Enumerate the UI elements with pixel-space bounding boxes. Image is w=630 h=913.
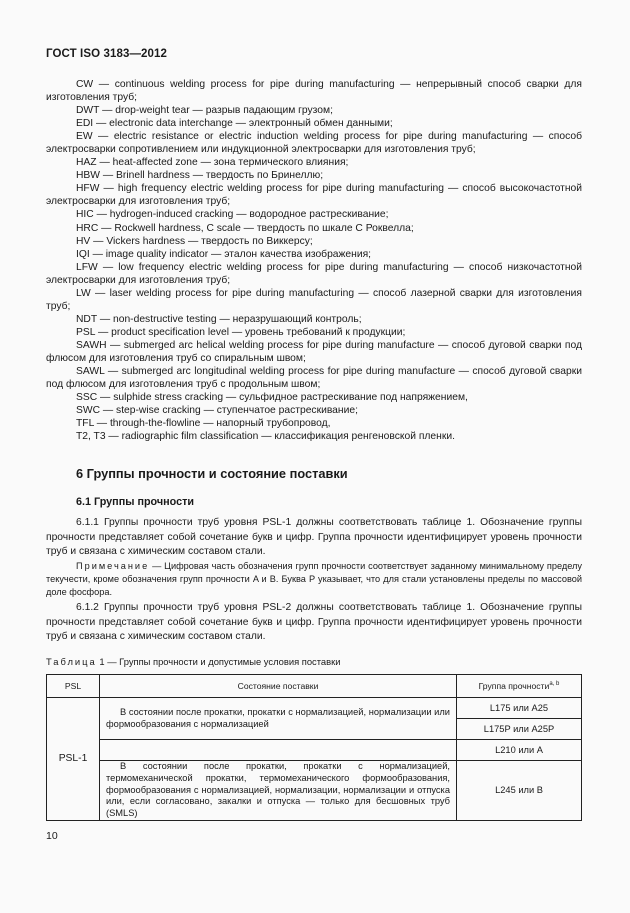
cell-grade: L175P или A25P — [457, 719, 582, 740]
list-item: HBW — Brinell hardness — твердость по Бринеллю; — [76, 170, 324, 182]
note-label: Примечание — [76, 561, 150, 571]
list-item: SWC — step-wise cracking — ступенчатое растрескивание; — [76, 405, 358, 417]
list-item: IQI — image quality indicator — эталон качества изображения; — [76, 248, 372, 260]
condition-2-text: В состоянии после прокатки, прокатки с нормализацией, термомеханической прокатки, термомеханического формообразования, формообразования с нормализацией, нормализации, нормализации и отпуска или, если согласовано, закалки и отпуска — только для бесшовных труб (SMLS) — [106, 761, 450, 819]
list-item: HFW — high frequency electric welding process for pipe during manufacturing — способ высокочастотной электросварки для изготовления труб; — [46, 183, 582, 208]
header-grade-label: Группа прочности — [478, 681, 550, 691]
header-grade — [457, 675, 582, 698]
cell-condition-2 — [100, 761, 457, 821]
list-item: HAZ — heat-affected zone — зона термического влияния; — [76, 157, 349, 169]
table-header-row — [47, 675, 582, 698]
grades-table — [46, 674, 582, 821]
document-header: ГОСТ ISO 3183—2012 — [46, 48, 168, 60]
header-condition: Состояние поставки — [100, 675, 457, 698]
list-item: EDI — electronic data interchange — электронный обмен данными; — [76, 118, 393, 130]
section-6-heading: 6 Группы прочности и состояние поставки — [76, 466, 348, 481]
section-6-1-heading: 6.1 Группы прочности — [76, 496, 195, 508]
cell-psl: PSL-1 — [47, 698, 100, 821]
list-item: LW — laser welding process for pipe during manufacturing — способ лазерной сварки для изготовления труб; — [46, 287, 582, 312]
paragraph-6-1-2: 6.1.2 Группы прочности труб уровня PSL-2 должны соответствовать таблице 1. Обозначение группы прочности представляет собой сочетание букв и цифр. Группа прочности идентифицирует уровень прочности труб и связана с химическим составом стали. — [46, 602, 582, 643]
list-item: T2, T3 — radiographic film classification — классификация ренгеновской пленки. — [76, 431, 455, 443]
list-item: PSL — product specification level — уровень требований к продукции; — [76, 326, 406, 338]
list-item: HRC — Rockwell hardness, C scale — твердость по шкале С Роквелла; — [76, 222, 414, 234]
note-paragraph — [46, 560, 582, 600]
list-item: EW — electric resistance or electric induction welding process for pipe during manufacturing — способ электросварки сопротивлением или индукционной электросварки для изготовления труб; — [46, 131, 582, 156]
header-psl: PSL — [47, 675, 100, 698]
table-row — [47, 698, 582, 719]
cell-grade: L245 или B — [457, 761, 582, 821]
header-grade-footnote: а, b — [549, 681, 560, 688]
table-caption — [46, 656, 340, 667]
table-row — [47, 761, 582, 821]
list-item: SAWL — submerged arc longitudinal welding process for pipe during manufacture — способ дуговой сварки под флюсом для изготовления труб с продольным швом; — [46, 366, 582, 391]
table-caption-label: Таблица — [46, 656, 97, 667]
cell-condition-empty — [100, 740, 457, 761]
list-item: DWT — drop-weight tear — разрыв падающим грузом; — [76, 105, 333, 117]
note-text: — Цифровая часть обозначения групп прочности соответствует заданному минимальному пределу текучести, кроме обозначения групп прочности A и B. Буква P указывает, что для стали установлены пределы по массовой доле фосфора. — [46, 561, 582, 598]
abbreviations-list — [46, 78, 582, 443]
list-item: CW — continuous welding process for pipe during manufacturing — непрерывный способ сварки для изготовления труб; — [46, 79, 582, 104]
list-item: LFW — low frequency electric welding process for pipe during manufacturing — способ низкочастотной электросварки для изготовления труб; — [46, 261, 582, 286]
condition-1-text: В состоянии после прокатки, прокатки с нормализацией, нормализации или формообразования с нормализацией — [106, 706, 450, 729]
paragraph-6-1-1: 6.1.1 Группы прочности труб уровня PSL-1 должны соответствовать таблице 1. Обозначение группы прочности представляет собой сочетание букв и цифр. Группа прочности идентифицирует уровень прочности труб и связана с химическим составом стали. — [46, 517, 582, 558]
page-number: 10 — [46, 830, 58, 842]
list-item: TFL — through-the-flowline — напорный трубопровод, — [76, 418, 331, 430]
list-item: SSC — sulphide stress cracking — сульфидное растрескивание под напряжением, — [76, 392, 468, 404]
table-caption-text: 1 — Группы прочности и допустимые условия поставки — [96, 656, 341, 667]
list-item: HV — Vickers hardness — твердость по Виккерсу; — [76, 235, 313, 247]
cell-condition-1 — [100, 698, 457, 740]
list-item: HIC — hydrogen-induced cracking — водородное растрескивание; — [76, 209, 389, 221]
cell-grade: L175 или A25 — [457, 698, 582, 719]
list-item: NDT — non-destructive testing — неразрушающий контроль; — [76, 313, 362, 325]
cell-grade: L210 или A — [457, 740, 582, 761]
list-item: SAWH — submerged arc helical welding process for pipe during manufacture — способ дуговой сварки под флюсом для изготовления труб со спиральным швом; — [46, 339, 582, 364]
table-row — [47, 740, 582, 761]
